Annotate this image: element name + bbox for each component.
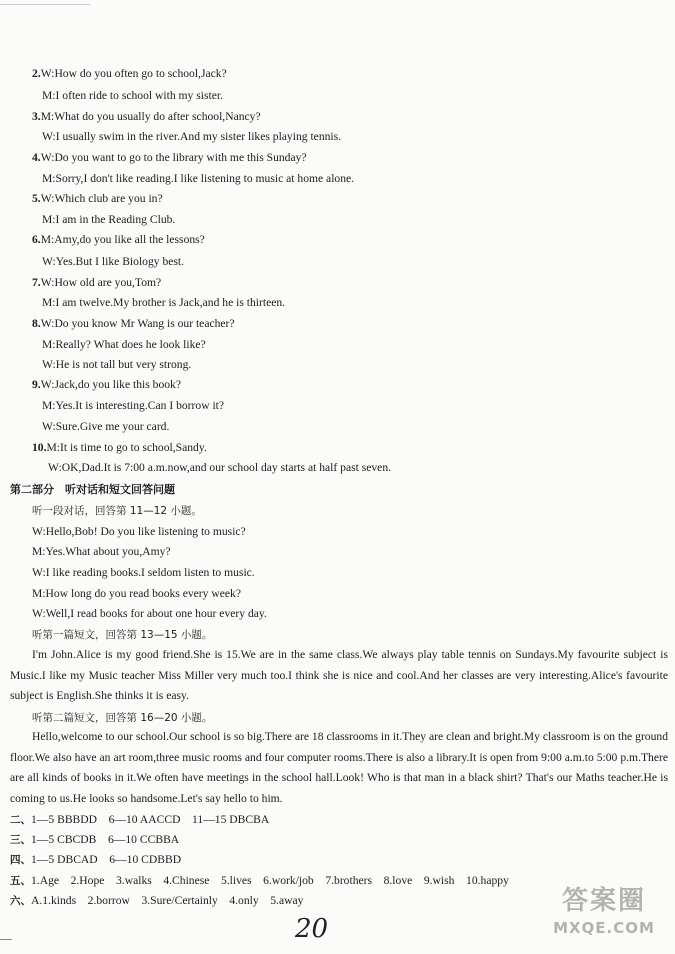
conversation-line — [32, 545, 171, 559]
dialogue-text: Amy,do you like all the lessons? — [54, 233, 205, 246]
conversation-line — [32, 607, 267, 621]
answer-content: 1—5 CBCDB 6—10 CCBBA — [31, 833, 180, 846]
dialogue-text: What do you usually do after school,Nancy? — [54, 110, 261, 123]
dialogue-text: It is time to go to school,Sandy. — [60, 441, 207, 454]
watermark-logo-text: 答案圈 — [561, 886, 646, 916]
dialogue-line — [32, 233, 205, 247]
speaker-label: W: — [42, 130, 56, 143]
conversation-text: Yes.What about you,Amy? — [45, 545, 171, 558]
dialogue-line — [42, 358, 191, 372]
conversation-line — [32, 525, 246, 539]
question-number: 7. — [32, 276, 41, 289]
speaker-label: M: — [40, 110, 55, 123]
question-number: 9. — [32, 378, 41, 391]
conversation-text: Well,I read books for about one hour every day. — [45, 607, 267, 620]
answer-section-label: 三、 — [10, 834, 31, 846]
conversation-text: How long do you read books every week? — [45, 587, 241, 600]
dialogue-text: How do you often go to school,Jack? — [54, 67, 227, 80]
dialogue-line — [32, 276, 161, 290]
answer-line — [10, 833, 179, 847]
speaker-label: W: — [42, 255, 56, 268]
answer-content: 1—5 DBCAD 6—10 CDBBD — [31, 853, 182, 866]
dialogue-line — [32, 110, 261, 124]
answer-line — [10, 874, 509, 888]
speaker-label: W: — [40, 317, 55, 330]
dialogue-line — [48, 461, 391, 475]
dialogue-line — [42, 420, 169, 434]
speaker-label: M: — [32, 545, 46, 558]
part2-passage1: I'm John.Alice is my good friend.She is 15.We are in the same class.We always play table tennis on Sundays.My favourite subject is Music.I like my Music teacher Miss Miller very much too.I think she is nice and cool.And her classes are very interesting.Alice's favourite subject is English.She thinks it is easy. — [10, 648, 668, 702]
dialogue-line — [42, 172, 354, 186]
question-number: 8. — [32, 317, 41, 330]
speaker-label: M: — [46, 441, 61, 454]
answer-content: 1.Age 2.Hope 3.walks 4.Chinese 5.lives 6.work/job 7.brothers 8.love 9.wish 10.happy — [31, 874, 509, 887]
answer-section-label: 五、 — [10, 875, 31, 887]
dialogue-text: OK,Dad.It is 7:00 a.m.now,and our school day starts at half past seven. — [61, 461, 392, 474]
site-watermark — [540, 884, 668, 946]
speaker-label: W: — [40, 67, 55, 80]
dialogue-text: He is not tall but very strong. — [55, 358, 192, 371]
speaker-label: W: — [32, 607, 46, 620]
answer-line — [10, 813, 269, 827]
part2-passage2: Hello,welcome to our school.Our school is so big.There are 18 classrooms in it.They are clean and bright.My classroom is on the ground floor.We also have an art room,three music rooms and four computer rooms.There is also a library.It is open from 9:00 a.m.to 5:00 p.m.There are all kinds of books in it.We often have meetings in the school hall.Look! Who is that man in a black shirt? That's our Maths teacher.He is coming to us.He looks so handsome.Let's say hello to him. — [10, 730, 668, 805]
dialogue-text: Really? What does he look like? — [55, 338, 206, 351]
speaker-label: M: — [42, 338, 56, 351]
scan-edge-mark — [0, 939, 12, 940]
question-number: 3. — [32, 110, 41, 123]
dialogue-line — [42, 255, 184, 269]
speaker-label: W: — [32, 525, 46, 538]
dialogue-line — [32, 378, 181, 392]
speaker-label: W: — [42, 358, 56, 371]
scan-edge-line — [0, 4, 90, 5]
speaker-label: M: — [42, 213, 56, 226]
answer-content: 1—5 BBBDD 6—10 AACCD 11—15 DBCBA — [31, 813, 270, 826]
answer-line — [10, 894, 303, 908]
dialogue-text: Do you want to go to the library with me this Sunday? — [54, 151, 307, 164]
dialogue-line — [32, 192, 163, 206]
part2-intro-conversation: 听一段对话，回答第 11—12 小题。 — [32, 505, 202, 517]
dialogue-text: Jack,do you like this book? — [54, 378, 181, 391]
speaker-label: M: — [42, 296, 56, 309]
part2-intro-passage1: 听第一篇短文，回答第 13—15 小题。 — [32, 629, 213, 641]
dialogue-line — [32, 317, 235, 331]
dialogue-line — [42, 296, 285, 310]
dialogue-line — [42, 89, 223, 103]
dialogue-text: I usually swim in the river.And my sister likes playing tennis. — [55, 130, 342, 143]
speaker-label: W: — [32, 566, 46, 579]
question-number: 5. — [32, 192, 41, 205]
page-number: 20 — [295, 914, 329, 944]
speaker-label: M: — [40, 233, 55, 246]
question-number: 4. — [32, 151, 41, 164]
dialogue-line — [42, 130, 341, 144]
speaker-label: M: — [32, 587, 46, 600]
speaker-label: W: — [40, 151, 55, 164]
conversation-text: I like reading books.I seldom listen to music. — [45, 566, 255, 579]
question-number: 10. — [32, 441, 47, 454]
speaker-label: M: — [42, 172, 56, 185]
dialogue-text: I often ride to school with my sister. — [55, 89, 223, 102]
dialogue-line — [32, 67, 227, 81]
answer-section-label: 二、 — [10, 814, 31, 826]
dialogue-text: How old are you,Tom? — [54, 276, 162, 289]
conversation-text: Hello,Bob! Do you like listening to music? — [45, 525, 246, 538]
dialogue-text: Yes.But I like Biology best. — [55, 255, 185, 268]
dialogue-text: I am twelve.My brother is Jack,and he is thirteen. — [55, 296, 286, 309]
speaker-label: W: — [48, 461, 62, 474]
speaker-label: M: — [42, 399, 56, 412]
question-number: 6. — [32, 233, 41, 246]
speaker-label: W: — [40, 378, 55, 391]
dialogue-text: Which club are you in? — [54, 192, 163, 205]
speaker-label: M: — [42, 89, 56, 102]
answer-section-label: 四、 — [10, 854, 31, 866]
answer-line — [10, 853, 181, 867]
dialogue-text: Do you know Mr Wang is our teacher? — [54, 317, 235, 330]
dialogue-text: Yes.It is interesting.Can I borrow it? — [55, 399, 225, 412]
conversation-line — [32, 587, 241, 601]
dialogue-text: Sure.Give me your card. — [55, 420, 170, 433]
answer-section-label: 六、 — [10, 895, 31, 907]
dialogue-line — [32, 151, 307, 165]
answer-content: A.1.kinds 2.borrow 3.Sure/Certainly 4.only 5.away — [31, 894, 304, 907]
dialogue-line — [42, 399, 224, 413]
speaker-label: W: — [40, 192, 55, 205]
watermark-url: MXQE.COM — [553, 919, 655, 937]
dialogue-line — [42, 338, 206, 352]
part2-intro-passage2: 听第二篇短文，回答第 16—20 小题。 — [32, 712, 213, 724]
dialogue-line — [32, 441, 207, 455]
question-number: 2. — [32, 67, 41, 80]
speaker-label: W: — [42, 420, 56, 433]
part2-heading: 第二部分 听对话和短文回答问题 — [10, 483, 175, 496]
dialogue-text: Sorry,I don't like reading.I like listening to music at home alone. — [55, 172, 355, 185]
dialogue-line — [42, 213, 175, 227]
dialogue-text: I am in the Reading Club. — [55, 213, 176, 226]
speaker-label: W: — [40, 276, 55, 289]
conversation-line — [32, 566, 255, 580]
